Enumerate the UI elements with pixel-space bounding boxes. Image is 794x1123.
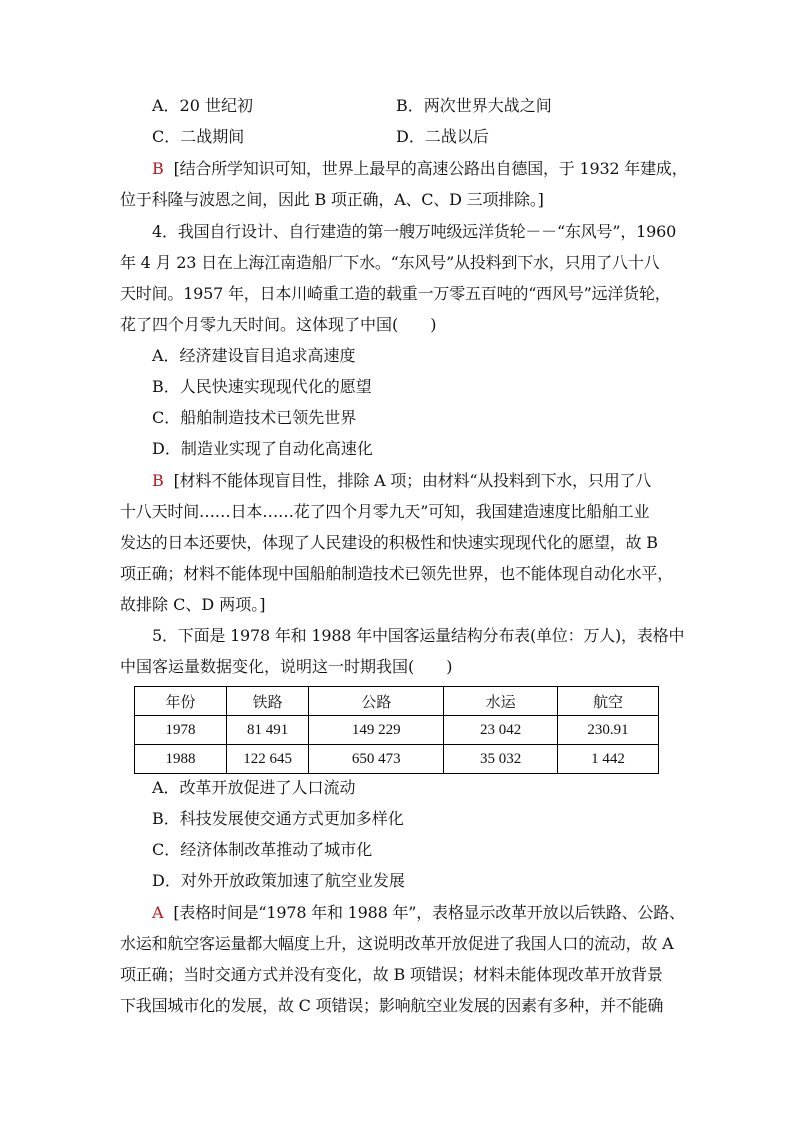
q3-explanation-line: 位于科隆与波恩之间，因此 B 项正确，A、C、D 三项排除。]: [120, 190, 544, 209]
table-cell: 1 442: [557, 745, 658, 774]
q3-option-a: A．20 世纪初: [152, 96, 254, 115]
q4-explanation-line: [152, 471, 651, 491]
q4-option-c: C．船舶制造技术已领先世界: [152, 408, 357, 427]
q4-explanation-line: 项正确；材料不能体现中国船舶制造技术已领先世界，也不能体现自动化水平，: [120, 564, 674, 583]
q3-answer-letter: B: [152, 159, 164, 178]
table-cell: 122 645: [227, 745, 309, 774]
table-cell: 23 042: [444, 716, 558, 745]
q3-explanation-line: [152, 159, 688, 179]
q5-stem-line: 5．下面是 1978 年和 1988 年中国客运量结构分布表(单位：万人)，表格中: [152, 626, 685, 645]
table-header-cell: 年份: [135, 687, 227, 716]
table-cell: 1978: [135, 716, 227, 745]
q4-stem-line: 花了四个月零九天时间。这体现了中国( ): [120, 315, 437, 334]
q4-answer-letter: B: [152, 471, 164, 490]
q4-option-b: B．人民快速实现现代化的愿望: [152, 377, 372, 396]
q5-explanation-line: 项正确；当时交通方式并没有变化，故 B 项错误；材料未能体现改革开放背景: [120, 965, 663, 984]
q5-explanation-line: 水运和航空客运量都大幅度上升，这说明改革开放促进了我国人口的流动，故 A: [120, 934, 674, 953]
q3-explanation-text: [结合所学知识可知，世界上最早的高速公路出自德国，于 1932 年建成，: [173, 159, 688, 178]
q5-option-d: D．对外开放政策加速了航空业发展: [152, 871, 405, 890]
table-header-cell: 铁路: [227, 687, 309, 716]
q3-option-d: D．二战以后: [396, 127, 489, 146]
table-header-row: [135, 687, 659, 716]
table-row: [135, 716, 659, 745]
q4-stem-line: 4．我国自行设计、自行建造的第一艘万吨级远洋货轮－－“东风号”，1960: [152, 222, 677, 241]
q4-explanation-line: 发达的日本还要快，体现了人民建设的积极性和快速实现现代化的愿望，故 B: [120, 533, 658, 552]
table-cell: 35 032: [444, 745, 558, 774]
q5-option-b: B．科技发展使交通方式更加多样化: [152, 809, 404, 828]
q5-stem-line: 中国客运量数据变化，说明这一时期我国( ): [120, 657, 453, 676]
q3-option-c: C．二战期间: [152, 127, 245, 146]
q5-option-c: C．经济体制改革推动了城市化: [152, 840, 373, 859]
q4-option-d: D．制造业实现了自动化高速化: [152, 439, 373, 458]
q5-explanation-line: 下我国城市化的发展，故 C 项错误；影响航空业发展的因素有多种，并不能确: [120, 996, 664, 1015]
q3-option-b: B．两次世界大战之间: [396, 96, 552, 115]
q4-explanation-text: [材料不能体现盲目性，排除 A 项；由材料“从投料到下水，只用了八: [173, 471, 652, 490]
table-header-cell: 航空: [557, 687, 658, 716]
q5-explanation-text: [表格时间是“1978 年和 1988 年”，表格显示改革开放以后铁路、公路、: [173, 903, 685, 922]
table-header-cell: 水运: [444, 687, 558, 716]
table-row: [135, 745, 659, 774]
table-header-cell: 公路: [309, 687, 444, 716]
q4-option-a: A．经济建设盲目追求高速度: [152, 346, 356, 365]
table-cell: 81 491: [227, 716, 309, 745]
table-cell: 650 473: [309, 745, 444, 774]
q4-explanation-line: 故排除 C、D 两项。]: [120, 595, 266, 614]
table-cell: 149 229: [309, 716, 444, 745]
q4-explanation-line: 十八天时间……日本……花了四个月零九天”可知，我国建造速度比船舶工业: [120, 502, 650, 521]
passenger-volume-table: [134, 686, 659, 774]
q4-stem-line: 年 4 月 23 日在上海江南造船厂下水。“东风号”从投料到下水，只用了八十八: [120, 253, 660, 272]
q4-stem-line: 天时间。1957 年，日本川崎重工造的载重一万零五百吨的“西风号”远洋货轮，: [120, 284, 671, 303]
q5-explanation-line: [152, 903, 685, 923]
table-cell: 1988: [135, 745, 227, 774]
q5-option-a: A．改革开放促进了人口流动: [152, 778, 356, 797]
q5-answer-letter: A: [152, 903, 164, 922]
table-cell: 230.91: [557, 716, 658, 745]
